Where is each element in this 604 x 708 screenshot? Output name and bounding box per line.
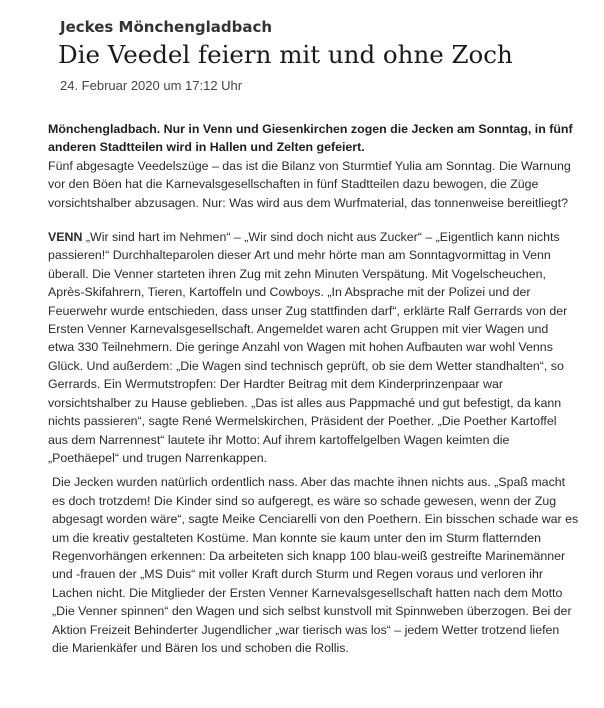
final-line: es doch trotzdem! Die Kinder sind so aufgeregt, es wäre so schade gewesen, wenn der Zug xyxy=(52,493,557,508)
final-line: Die Jecken wurden natürlich ordentlich nass. Aber das machte ihnen nichts aus. „Spaß macht xyxy=(52,475,566,490)
final-line: Aktion Freizeit Behinderter Jugendlicher „war tierisch was los“ – jedem Wetter trotzend liefen xyxy=(52,622,560,637)
venn-line: etwa 330 Teilnehmern. Die geringe Anzahl von Wagen mit hohen Aufbauten war wohl Venns xyxy=(48,340,553,355)
venn-line: „Poethäepel“ und trugen Narrenkappen. xyxy=(48,450,268,465)
intro-line: Fünf abgesagte Veedelszüge – das ist die Bilanz von Sturmtief Yulia am Sonntag. Die Warnung xyxy=(48,158,571,173)
venn-line: Glück. Und außerdem: „Die Wagen sind technisch geprüft, ob sie dem Wetter standhalten“, so xyxy=(48,358,564,373)
section-label-venn: VENN xyxy=(48,230,83,245)
venn-line: passieren!“ Durchhalteparolen dieser Art und mehr hörte man am Sonntagvormittag in Venn xyxy=(48,248,551,263)
final-paragraph xyxy=(48,473,579,657)
final-line: „Die Venner spinnen“ den Wagen und sich selbst kunstvoll mit Spinnweben überzogen. Bei der xyxy=(52,604,572,619)
article-body xyxy=(48,120,579,657)
venn-line: Après-Skifahrern, Tieren, Kartoffeln und Cowboys. „In Absprache mit der Polizei und der xyxy=(48,285,531,300)
intro-line: vorsichtshalber abzusagen. Nur: Was wird aus dem Wurfmaterial, das tonnenweise bereitliegt? xyxy=(48,195,568,210)
lead-line: Mönchengladbach. Nur in Venn und Giesenkirchen zogen die Jecken am Sonntag, in fünf xyxy=(48,122,573,136)
venn-paragraph xyxy=(48,228,568,467)
lead-paragraph xyxy=(48,120,573,157)
venn-line: Gerrards. Ein Wermutstropfen: Der Hardter Beitrag mit dem Kinderprinzenpaar war xyxy=(48,377,503,392)
venn-first-line xyxy=(48,228,568,246)
article-dateline: 24. Februar 2020 um 17:12 Uhr xyxy=(60,78,243,93)
intro-paragraph xyxy=(48,157,571,212)
final-line: die Marienkäfer und Bären los und schoben die Rollis. xyxy=(52,640,349,655)
final-line: um die kreativ gestalteten Kostüme. Man konnte sie kaum unter den im Sturm flatternden xyxy=(52,530,541,545)
venn-line: Ersten Venner Karnevalsgesellschaft. Angemeldet waren acht Gruppen mit vier Wagen und xyxy=(48,322,549,337)
lead-line: anderen Stadtteilen wird in Hallen und Zelten gefeiert. xyxy=(48,140,365,155)
final-line: Lachen nicht. Die Mitglieder der Ersten Venner Karnevalsgesellschaft hatten nach dem Motto xyxy=(52,585,563,600)
final-line: abgesagt worden wäre“, sagte Meike Cenciarelli von den Poethern. Ein bisschen schade war es xyxy=(52,512,579,527)
venn-line: überall. Die Venner starteten ihren Zug mit zehn Minuten Verspätung. Mit Vogelscheuchen, xyxy=(48,266,546,281)
venn-line: vorsichtshalber zu Hause geblieben. „Das ist alles aus Pappmaché und gut befestigt, da kann xyxy=(48,395,562,410)
intro-line: vor den Böen hat die Karnevalsgesellschaften in fünf Stadtteilen dazu bewogen, die Züge xyxy=(48,177,539,192)
final-line: Regenvorhängen erkennen: Da arbeiteten sich knapp 100 blau-weiß gestreifte Marinemänner xyxy=(52,548,566,563)
article-headline: Die Veedel feiern mit und ohne Zoch xyxy=(58,40,513,69)
venn-line: nichts passieren“, sagte René Wermelskirchen, Präsident der Poether. „Die Poether Kartoffel xyxy=(48,414,557,429)
venn-line: aus dem Narrennest“ lautete ihr Motto: Auf ihrem kartoffelgelben Wagen keimten die xyxy=(48,432,510,447)
venn-line: Feuerwehr wurde entschieden, dass unser Zug stattfinden darf“, erklärte Ralf Gerrards von der xyxy=(48,303,568,318)
article-kicker: Jeckes Mönchengladbach xyxy=(60,18,273,36)
venn-line: „Wir sind hart im Nehmen“ – „Wir sind doch nicht aus Zucker“ – „Eigentlich kann nichts xyxy=(82,230,560,245)
final-line: und -frauen der „MS Duis“ mit voller Kraft durch Sturm und Regen voraus und verloren ihr xyxy=(52,567,544,582)
